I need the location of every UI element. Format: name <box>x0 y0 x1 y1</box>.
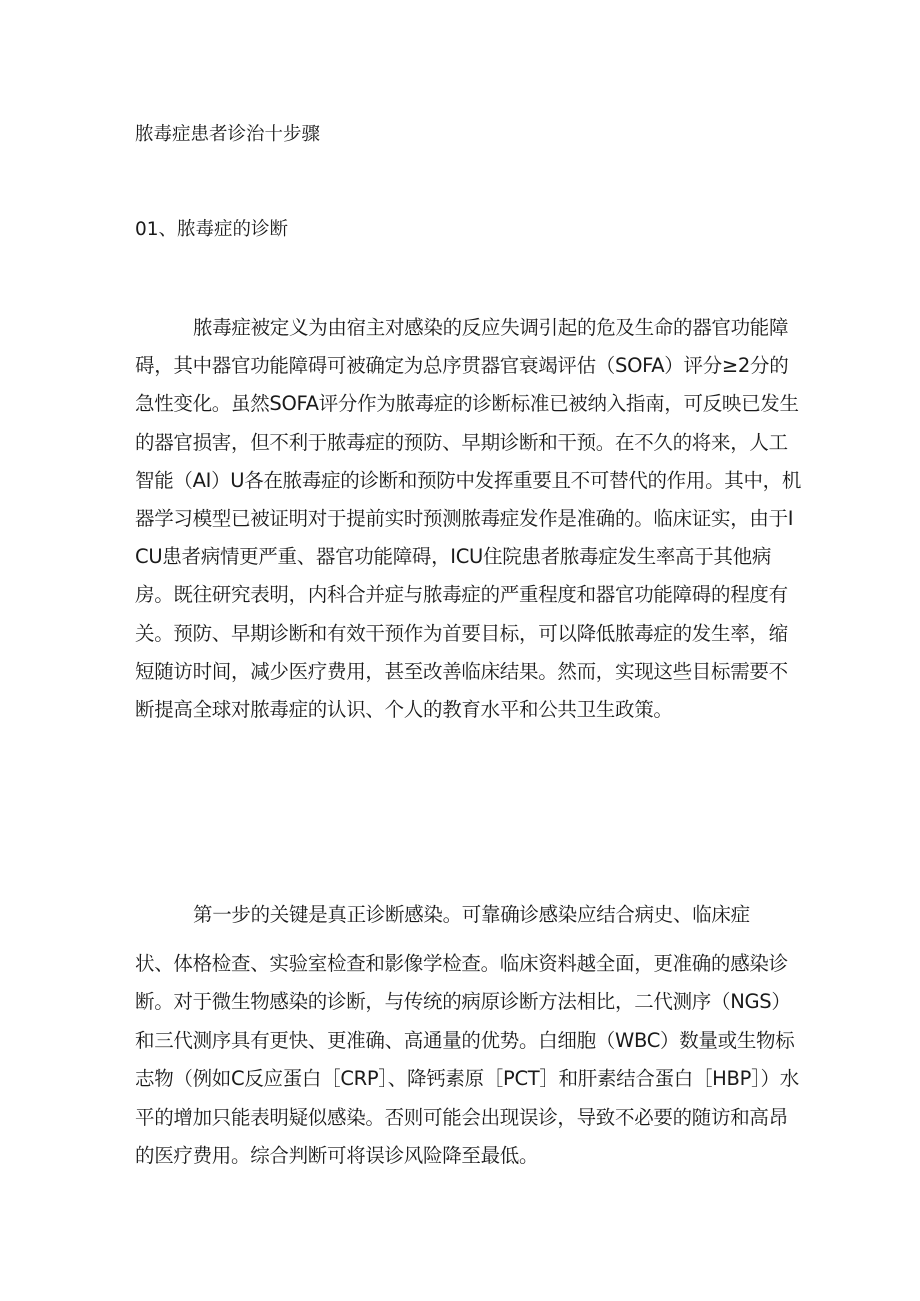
paragraph-step-one <box>135 896 805 1176</box>
paragraph-step-one-lead: 第一步的关键是真正诊断感染。可靠确诊感染应结合病史、临床症 <box>193 903 750 926</box>
paragraph-step-one-body: 状、体格检查、实验室检查和影像学检查。临床资料越全面，更准确的感染诊断。对于微生物感染的诊断，与传统的病原诊断方法相比，二代测序（NGS）和三代测序具有更快、更准确、高通量的优势。白细胞（WBC）数量或生物标志物（例如C反应蛋白［CRP］、降钙素原［PCT］和肝素结合蛋白［HBP］）水平的增加只能表明疑似感染。否则可能会出现误诊，导致不必要的随访和高昂的医疗费用。综合判断可将误诊风险降至最低。 <box>135 951 799 1167</box>
section-heading: 01、脓毒症的诊断 <box>135 219 289 240</box>
paragraph-sepsis-definition: 脓毒症被定义为由宿主对感染的反应失调引起的危及生命的器官功能障碍，其中器官功能障碍可被确定为总序贯器官衰竭评估（SOFA）评分≥2分的急性变化。虽然SOFA评分作为脓毒症的诊断标准已被纳入指南，可反映已发生的器官损害，但不利于脓毒症的预防、早期诊断和干预。在不久的将来，人工智能（AI）U各在脓毒症的诊断和预防中发挥重要且不可替代的作用。其中，机器学习模型已被证明对于提前实时预测脓毒症发作是准确的。临床证实，由于ICU患者病情更严重、器官功能障碍，ICU住院患者脓毒症发生率高于其他病房。既往研究表明，内科合并症与脓毒症的严重程度和器官功能障碍的程度有关。预防、早期诊断和有效干预作为首要目标，可以降低脓毒症的发生率，缩短随访时间，减少医疗费用，甚至改善临床结果。然而，实现这些目标需要不断提高全球对脓毒症的认识、个人的教育水平和公共卫生政策。 <box>135 316 802 722</box>
document-title: 脓毒症患者诊治十步骤 <box>135 124 321 145</box>
